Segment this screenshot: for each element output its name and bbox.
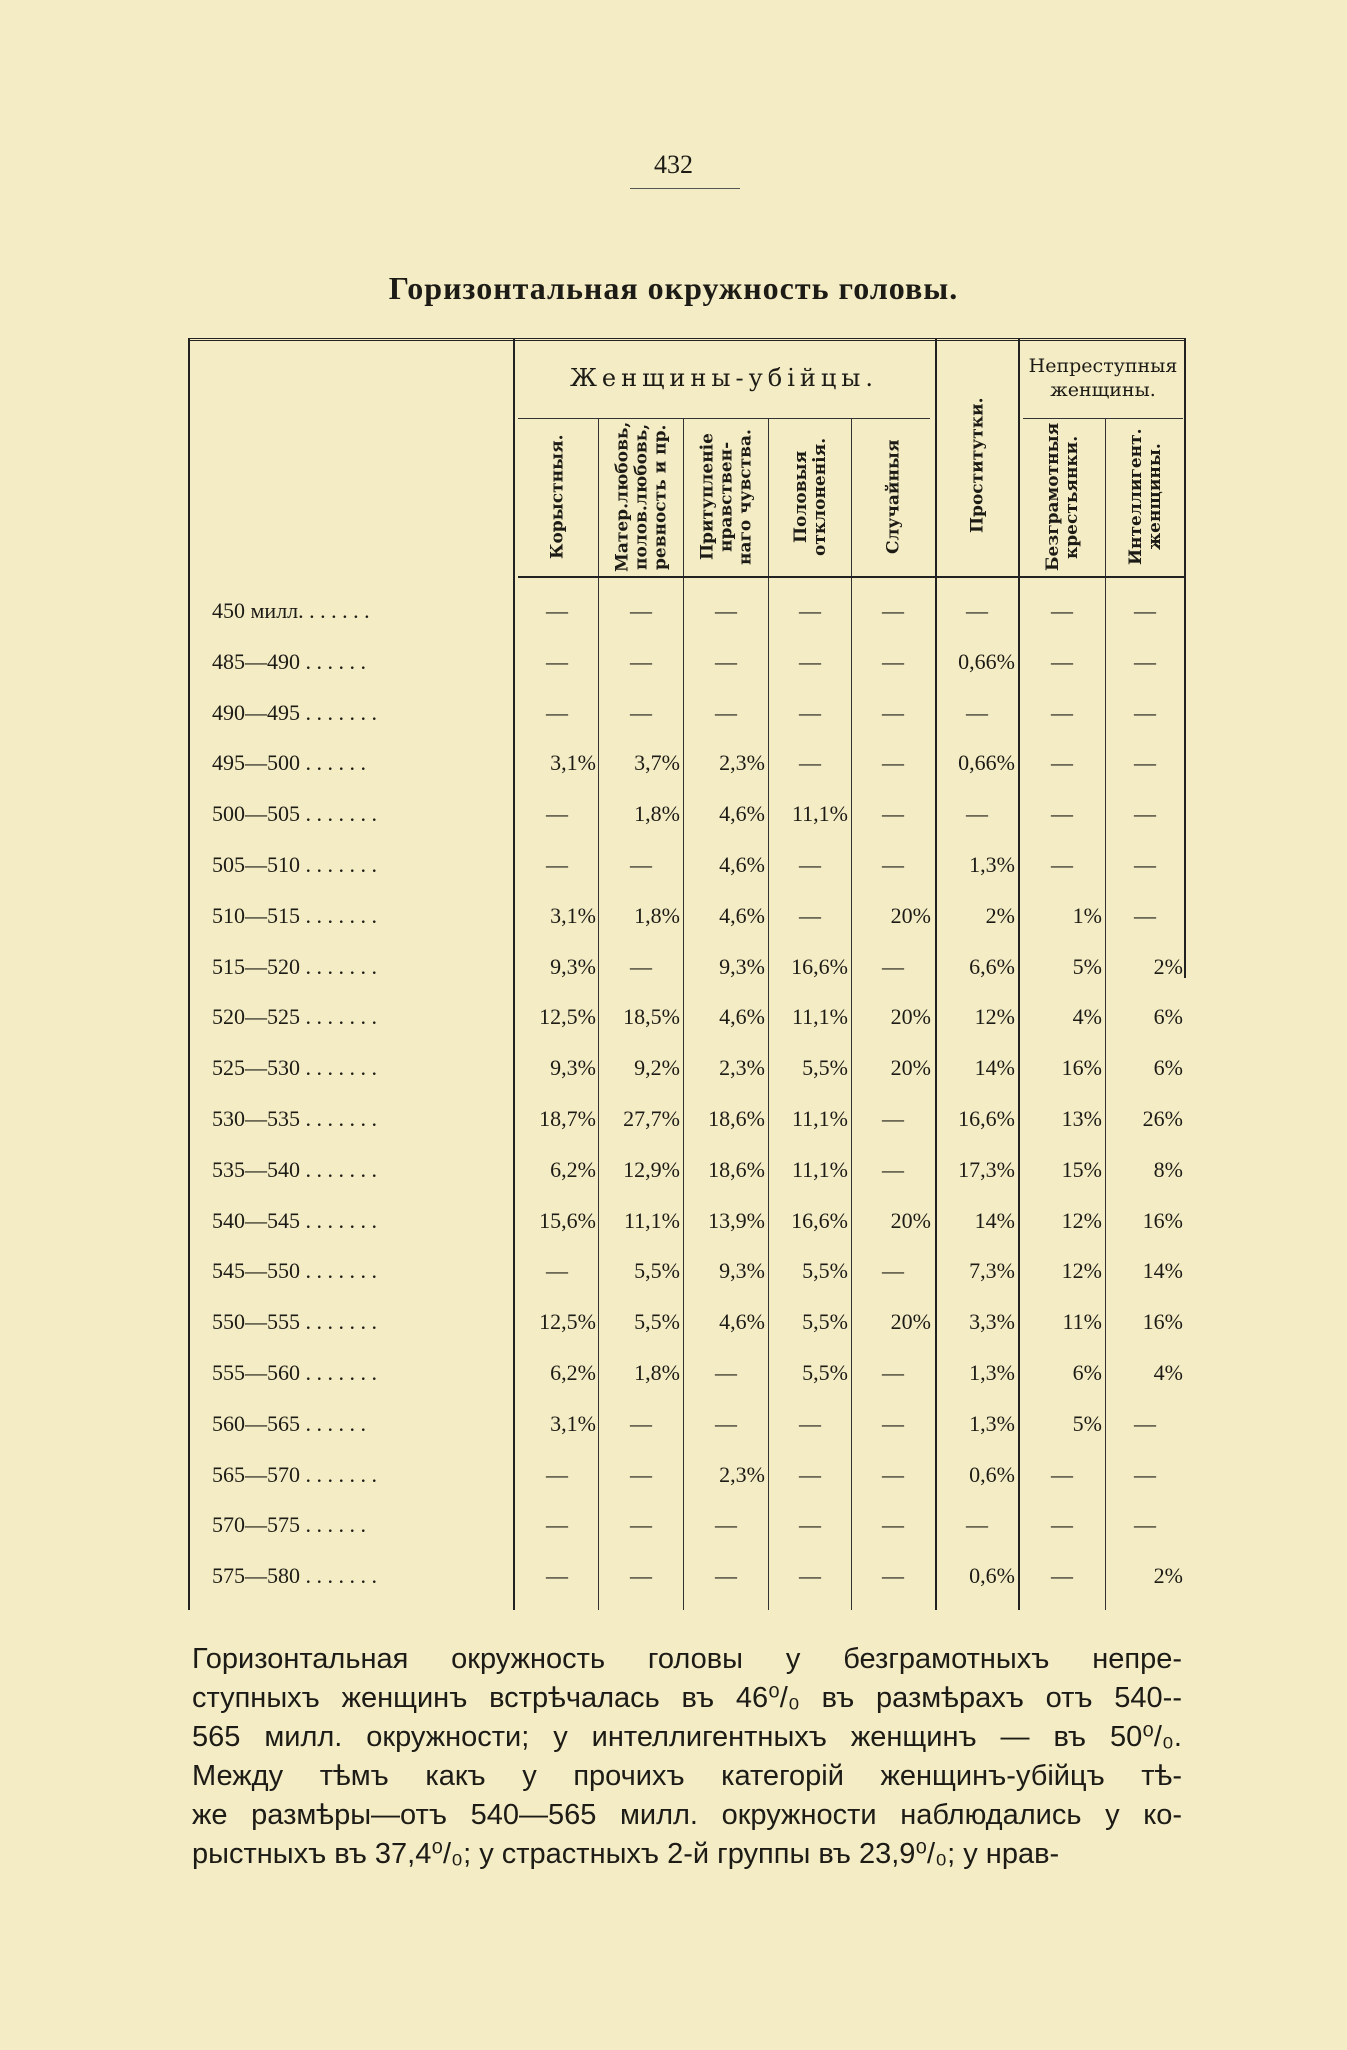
table-cell: 14% (1142, 1258, 1183, 1284)
table-cell: — (630, 598, 652, 623)
table-cell: — (1134, 648, 1156, 674)
group-women-killers: Женщины-убійцы. (569, 364, 879, 392)
table-top-border (188, 338, 1186, 341)
table-row (188, 1096, 1188, 1148)
data-table (188, 338, 1188, 1610)
table-cell: 5,5% (634, 1309, 680, 1335)
table-cell: 3,1% (550, 1410, 596, 1436)
table-cell: 26% (1142, 1106, 1183, 1131)
row-label: 540—545 . . . . . . . (212, 1207, 377, 1233)
table-cell: — (546, 1258, 568, 1284)
table-cell: 9,3% (550, 1055, 596, 1081)
table-row (188, 1299, 1188, 1351)
table-cell: 6% (1153, 1055, 1183, 1081)
row-label: 555—560 . . . . . . . (212, 1360, 377, 1385)
table-cell: 0,6% (969, 1563, 1015, 1589)
table-cell: — (630, 699, 652, 725)
table-cell: 12,5% (539, 1309, 596, 1335)
table-cell: 2,3% (719, 1055, 765, 1081)
table-cell: — (799, 699, 821, 725)
table-cell: 5,5% (802, 1360, 848, 1385)
table-cell: 1,8% (634, 1360, 680, 1385)
table-row (188, 740, 1188, 792)
table-cell: — (966, 598, 988, 623)
table-cell: 4,6% (719, 1004, 765, 1030)
table-cell: — (966, 1512, 988, 1538)
table-cell: — (1051, 648, 1073, 674)
table-row (188, 944, 1188, 996)
table-row (188, 1198, 1188, 1250)
table-cell: — (630, 1512, 652, 1538)
table-cell: — (546, 852, 568, 877)
table-cell: 6,2% (550, 1156, 596, 1182)
table-row (188, 994, 1188, 1046)
paragraph-line: рыстныхъ въ 37,4⁰/₀; у страстныхъ 2-й группы въ 23,9⁰/₀; у нрав- (192, 1838, 1060, 1870)
row-label: 495—500 . . . . . . (212, 750, 366, 776)
table-cell: — (715, 1360, 737, 1385)
table-cell: — (1051, 852, 1073, 877)
table-cell: — (630, 1461, 652, 1487)
table-cell: — (799, 1410, 821, 1436)
table-cell: 1% (1072, 902, 1102, 928)
table-cell: 4,6% (719, 852, 765, 877)
table-cell: 5,5% (802, 1309, 848, 1335)
table-cell: 7,3% (969, 1258, 1015, 1284)
col-header: Матер.любовь, полов.любовь, ревность и пр. (612, 421, 671, 573)
paragraph-line: 565 милл. окружности; у интеллигентныхъ женщинъ — въ 50⁰/₀. (192, 1721, 1182, 1753)
table-cell: 0,66% (958, 648, 1015, 674)
table-cell: 20% (890, 1309, 931, 1335)
table-row (188, 1452, 1188, 1504)
table-row (188, 690, 1188, 742)
table-cell: 16% (1142, 1207, 1183, 1233)
table-cell: 18,7% (539, 1106, 596, 1131)
table-cell: — (546, 1461, 568, 1487)
table-cell: 4,6% (719, 801, 765, 827)
table-cell: 2,3% (719, 1461, 765, 1487)
table-cell: — (882, 1563, 904, 1589)
table-cell: 0,66% (958, 750, 1015, 776)
table-cell: 11,1% (791, 801, 848, 827)
table-cell: 2% (1153, 1563, 1183, 1589)
row-label: 530—535 . . . . . . . (212, 1106, 377, 1131)
table-cell: 12% (974, 1004, 1015, 1030)
table-cell: 3,3% (969, 1309, 1015, 1335)
table-cell: 11,1% (791, 1004, 848, 1030)
table-cell: 1,8% (634, 902, 680, 928)
col-header: Безграмотныя крестьянки. (1043, 422, 1082, 572)
header-bottom-rule (518, 576, 1184, 578)
table-cell: — (1134, 801, 1156, 827)
table-cell: 0,6% (969, 1461, 1015, 1487)
table-cell: 3,7% (634, 750, 680, 776)
table-cell: 2% (985, 902, 1015, 928)
table-cell: 2% (1153, 953, 1183, 979)
table-row (188, 1502, 1188, 1554)
table-row (188, 1045, 1188, 1097)
table-cell: — (1134, 852, 1156, 877)
group-noncriminal: Непреступныя женщины. (1028, 355, 1178, 401)
table-cell: 14% (974, 1055, 1015, 1081)
table-cell: 20% (890, 1004, 931, 1030)
group-underline (518, 418, 930, 419)
table-cell: — (799, 1563, 821, 1589)
table-cell: — (1134, 750, 1156, 776)
table-cell: 20% (890, 902, 931, 928)
table-cell: — (715, 1512, 737, 1538)
row-label: 550—555 . . . . . . . (212, 1309, 377, 1335)
col-header: Половыя отклоненія. (791, 437, 830, 557)
table-cell: 8% (1153, 1156, 1183, 1182)
table-row (188, 1553, 1188, 1605)
table-cell: 1,3% (969, 1360, 1015, 1385)
table-cell: — (630, 1563, 652, 1589)
table-cell: 14% (974, 1207, 1015, 1233)
table-cell: 18,6% (708, 1106, 765, 1131)
table-cell: 1,3% (969, 852, 1015, 877)
row-label: 565—570 . . . . . . . (212, 1461, 377, 1487)
table-cell: 5% (1072, 1410, 1102, 1436)
table-cell: — (799, 648, 821, 674)
table-cell: 9,3% (719, 1258, 765, 1284)
table-cell: — (546, 801, 568, 827)
row-label: 525—530 . . . . . . . (212, 1055, 377, 1081)
table-row (188, 1248, 1188, 1300)
row-label: 515—520 . . . . . . . (212, 953, 377, 979)
table-cell: 27,7% (623, 1106, 680, 1131)
table-cell: — (799, 902, 821, 928)
row-label: 535—540 . . . . . . . (212, 1156, 377, 1182)
table-row (188, 893, 1188, 945)
table-cell: — (882, 699, 904, 725)
table-cell: — (882, 801, 904, 827)
table-cell: — (1051, 801, 1073, 827)
table-cell: — (799, 1461, 821, 1487)
table-cell: — (882, 852, 904, 877)
table-cell: — (882, 1410, 904, 1436)
table-cell: 9,3% (719, 953, 765, 979)
paragraph-line: Между тѣмъ какъ у прочихъ категорій женщинъ-убійцъ тѣ- (192, 1760, 1182, 1792)
table-cell: — (882, 598, 904, 623)
table-cell: 11,1% (623, 1207, 680, 1233)
col-header: Притупленіе нравствен-наго чувства. (697, 429, 756, 565)
table-cell: 11,1% (791, 1156, 848, 1182)
col-header: Корыстныя. (547, 434, 568, 560)
table-cell: — (1051, 699, 1073, 725)
table-row (188, 1147, 1188, 1199)
row-label: 560—565 . . . . . . (212, 1410, 366, 1436)
table-cell: 3,1% (550, 750, 596, 776)
table-cell: — (1051, 598, 1073, 623)
table-cell: 9,3% (550, 953, 596, 979)
table-cell: 15% (1061, 1156, 1102, 1182)
table-cell: 5,5% (802, 1258, 848, 1284)
table-row (188, 1401, 1188, 1453)
table-cell: 12,9% (623, 1156, 680, 1182)
table-cell: — (882, 1512, 904, 1538)
table-cell: — (715, 1563, 737, 1589)
table-cell: — (1051, 1563, 1073, 1589)
table-cell: 16,6% (791, 1207, 848, 1233)
col-header-prostitutes: Проститутки. (967, 397, 988, 533)
body-paragraph (192, 1640, 1182, 1874)
table-cell: — (799, 598, 821, 623)
table-cell: — (799, 852, 821, 877)
table-cell: 13,9% (708, 1207, 765, 1233)
table-cell: — (799, 750, 821, 776)
table-row (188, 1350, 1188, 1402)
row-label: 485—490 . . . . . . (212, 648, 366, 674)
table-cell: — (882, 1461, 904, 1487)
table-cell: — (546, 1512, 568, 1538)
table-cell: — (1051, 1512, 1073, 1538)
page-title: Горизонтальная окружность головы. (388, 270, 959, 306)
row-label: 500—505 . . . . . . . (212, 801, 377, 827)
row-label: 490—495 . . . . . . . (212, 699, 377, 725)
table-row (188, 842, 1188, 894)
table-row (188, 588, 1188, 640)
table-cell: 6% (1153, 1004, 1183, 1030)
page-number-rule (630, 188, 740, 189)
col-header: Случайныя (883, 439, 904, 555)
table-cell: 4% (1072, 1004, 1102, 1030)
table-cell: — (882, 953, 904, 979)
table-cell: — (1051, 750, 1073, 776)
table-cell: 5,5% (802, 1055, 848, 1081)
table-cell: — (715, 648, 737, 674)
table-cell: 12,5% (539, 1004, 596, 1030)
col-header: Интеллигент. женщины. (1126, 428, 1165, 566)
table-cell: 6,6% (969, 953, 1015, 979)
row-label: 450 милл. . . . . . . (212, 598, 370, 623)
table-cell: — (546, 648, 568, 674)
table-cell: — (546, 1563, 568, 1589)
row-label: 505—510 . . . . . . . (212, 852, 377, 877)
row-label: 510—515 . . . . . . . (212, 902, 377, 928)
table-cell: — (1134, 598, 1156, 623)
page-number: 432 (654, 150, 693, 179)
table-cell: — (630, 953, 652, 979)
group-underline (1023, 418, 1183, 419)
table-cell: — (882, 1360, 904, 1385)
table-cell: 20% (890, 1207, 931, 1233)
paragraph-line: ступныхъ женщинъ встрѣчалась въ 46⁰/₀ въ размѣрахъ отъ 540-- (192, 1682, 1182, 1714)
table-cell: 15,6% (539, 1207, 596, 1233)
table-cell: 16% (1142, 1309, 1183, 1335)
row-label: 570—575 . . . . . . (212, 1512, 366, 1538)
table-cell: 5,5% (634, 1258, 680, 1284)
table-cell: — (630, 1410, 652, 1436)
table-cell: 4% (1153, 1360, 1183, 1385)
table-cell: 13% (1061, 1106, 1102, 1131)
table-cell: 6,2% (550, 1360, 596, 1385)
table-cell: — (1134, 1512, 1156, 1538)
table-cell: — (966, 699, 988, 725)
table-cell: — (715, 699, 737, 725)
table-cell: — (882, 1156, 904, 1182)
table-row (188, 791, 1188, 843)
table-cell: 12% (1061, 1258, 1102, 1284)
table-row (188, 639, 1188, 691)
table-cell: 4,6% (719, 902, 765, 928)
paragraph-line: Горизонтальная окружность головы у безграмотныхъ непре- (192, 1643, 1182, 1675)
table-cell: — (882, 1106, 904, 1131)
table-cell: 2,3% (719, 750, 765, 776)
table-cell: 1,3% (969, 1410, 1015, 1436)
table-cell: 11% (1062, 1309, 1102, 1335)
table-cell: — (715, 1410, 737, 1436)
table-cell: — (1051, 1461, 1073, 1487)
table-cell: — (799, 1512, 821, 1538)
table-cell: — (1134, 902, 1156, 928)
table-cell: 16,6% (791, 953, 848, 979)
table-cell: 18,6% (708, 1156, 765, 1182)
table-cell: — (966, 801, 988, 827)
table-cell: — (546, 598, 568, 623)
table-cell: — (630, 852, 652, 877)
row-label: 545—550 . . . . . . . (212, 1258, 377, 1284)
table-cell: — (1134, 1461, 1156, 1487)
table-cell: — (1134, 699, 1156, 725)
row-label: 520—525 . . . . . . . (212, 1004, 377, 1030)
table-cell: 1,8% (634, 801, 680, 827)
table-cell: 12% (1061, 1207, 1102, 1233)
table-cell: 6% (1072, 1360, 1102, 1385)
table-cell: 18,5% (623, 1004, 680, 1030)
table-cell: 16% (1061, 1055, 1102, 1081)
table-cell: 4,6% (719, 1309, 765, 1335)
table-cell: — (1134, 1410, 1156, 1436)
table-cell: 5% (1072, 953, 1102, 979)
table-cell: — (546, 699, 568, 725)
table-cell: — (630, 648, 652, 674)
table-cell: 16,6% (958, 1106, 1015, 1131)
table-cell: 3,1% (550, 902, 596, 928)
table-cell: — (882, 750, 904, 776)
table-cell: — (882, 648, 904, 674)
table-cell: 17,3% (958, 1156, 1015, 1182)
row-label: 575—580 . . . . . . . (212, 1563, 377, 1589)
paragraph-line: же размѣры—отъ 540—565 милл. окружности наблюдались у ко- (192, 1799, 1182, 1831)
table-cell: 9,2% (634, 1055, 680, 1081)
table-cell: — (715, 598, 737, 623)
table-cell: 20% (890, 1055, 931, 1081)
table-cell: — (882, 1258, 904, 1284)
table-cell: 11,1% (791, 1106, 848, 1131)
